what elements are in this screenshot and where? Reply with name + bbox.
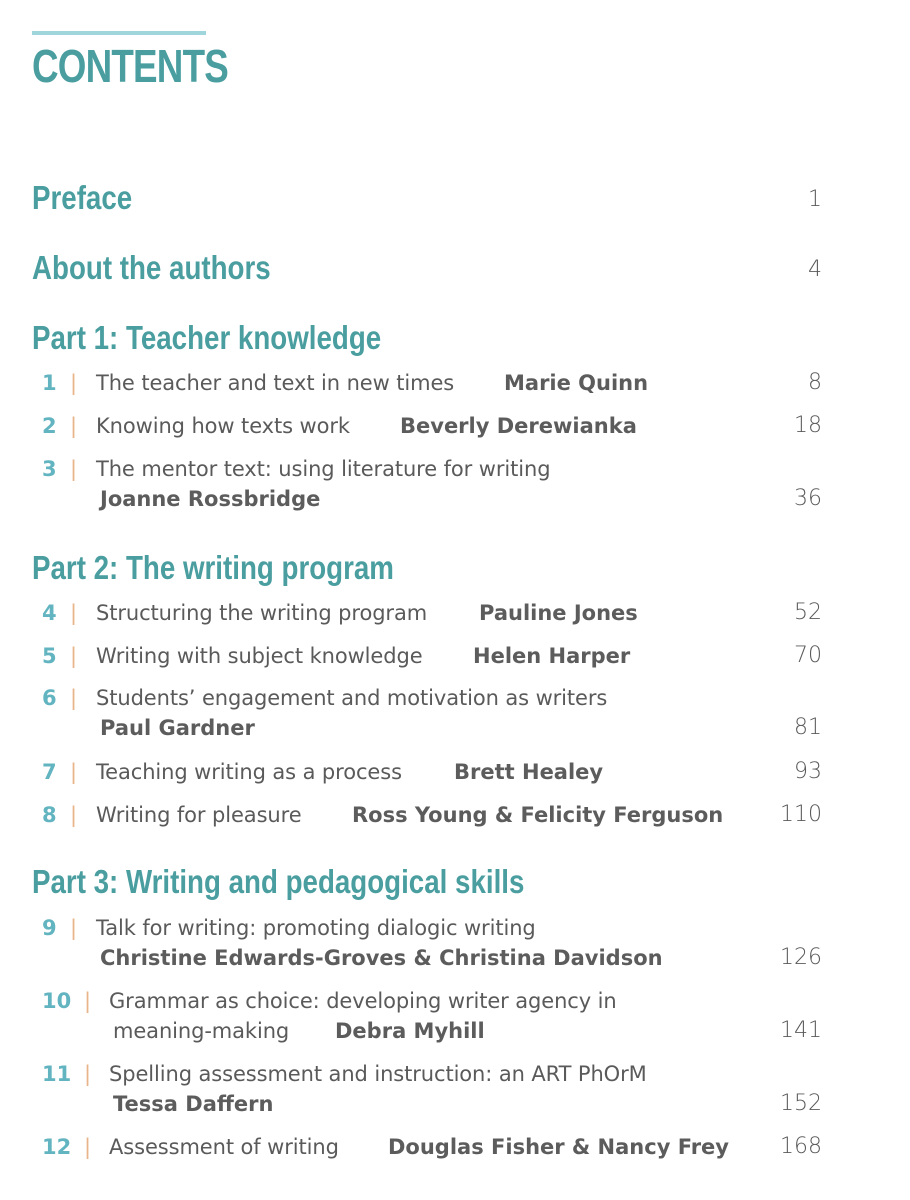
chapter-page: 126 [780, 945, 822, 970]
chapter-author: Douglas Fisher & Nancy Frey [388, 1135, 729, 1159]
chapter-page: 36 [794, 486, 822, 511]
separator: | [70, 916, 78, 940]
chapter-number: 4 [42, 601, 57, 625]
chapter-title: Writing with subject knowledge [96, 644, 423, 668]
chapter-page: 70 [794, 643, 822, 668]
separator: | [70, 457, 78, 481]
chapter-number: 1 [42, 371, 57, 395]
chapter-title: Talk for writing: promoting dialogic writing [96, 916, 536, 940]
toc-about-label[interactable]: About the authors [32, 249, 271, 286]
page-title: CONTENTS [32, 40, 228, 92]
chapter-author: Debra Myhill [335, 1019, 485, 1043]
chapter-number: 6 [42, 686, 57, 710]
separator: | [70, 803, 78, 827]
chapter-page: 8 [808, 370, 822, 395]
chapter-title: The teacher and text in new times [96, 371, 455, 395]
chapter-page: 152 [780, 1091, 822, 1116]
chapter-title: Knowing how texts work [96, 414, 350, 438]
chapter-page: 93 [794, 759, 822, 784]
separator: | [70, 601, 78, 625]
chapter-page: 110 [780, 802, 822, 827]
separator: | [84, 1135, 92, 1159]
toc-preface-label[interactable]: Preface [32, 179, 133, 216]
chapter-number: 2 [42, 414, 57, 438]
chapter-page: 18 [794, 413, 822, 438]
chapter-title: Spelling assessment and instruction: an ART PhOrM [109, 1062, 647, 1086]
separator: | [70, 760, 78, 784]
chapter-number: 12 [42, 1135, 72, 1159]
chapter-number: 9 [42, 916, 57, 940]
separator: | [70, 644, 78, 668]
chapter-number: 3 [42, 457, 57, 481]
chapter-author: Marie Quinn [504, 371, 649, 395]
separator: | [70, 414, 78, 438]
chapter-page: 168 [780, 1134, 822, 1159]
separator: | [84, 1062, 92, 1086]
part-heading-1[interactable]: Part 1: Teacher knowledge [32, 319, 382, 356]
separator: | [84, 989, 92, 1013]
toc-about-page: 4 [808, 257, 822, 282]
part-heading-2[interactable]: Part 2: The writing program [32, 549, 394, 586]
separator: | [70, 686, 78, 710]
chapter-title: Structuring the writing program [96, 601, 428, 625]
chapter-page: 141 [780, 1018, 822, 1043]
chapter-number: 10 [42, 989, 72, 1013]
chapter-author: Helen Harper [473, 644, 631, 668]
chapter-title-continued: meaning-making [113, 1019, 290, 1043]
chapter-author: Paul Gardner [100, 716, 255, 740]
toc-preface-page: 1 [808, 187, 822, 212]
part-heading-3[interactable]: Part 3: Writing and pedagogical skills [32, 863, 525, 900]
chapter-page: 81 [794, 715, 822, 740]
chapter-author: Brett Healey [454, 760, 604, 784]
chapter-page: 52 [794, 600, 822, 625]
separator: | [70, 371, 78, 395]
chapter-author: Joanne Rossbridge [100, 487, 321, 511]
chapter-author: Tessa Daffern [113, 1092, 274, 1116]
chapter-title: Assessment of writing [109, 1135, 339, 1159]
chapter-author: Christine Edwards-Groves & Christina Davidson [100, 946, 663, 970]
chapter-author: Ross Young & Felicity Ferguson [352, 803, 724, 827]
chapter-number: 7 [42, 760, 57, 784]
chapter-title: Grammar as choice: developing writer agency in [109, 989, 617, 1013]
chapter-number: 8 [42, 803, 57, 827]
title-rule [32, 31, 206, 35]
chapter-title: Teaching writing as a process [96, 760, 402, 784]
chapter-title: Writing for pleasure [96, 803, 302, 827]
chapter-number: 11 [42, 1062, 72, 1086]
chapter-author: Beverly Derewianka [400, 414, 637, 438]
chapter-title: Students’ engagement and motivation as writers [96, 686, 608, 710]
chapter-number: 5 [42, 644, 57, 668]
chapter-author: Pauline Jones [479, 601, 638, 625]
chapter-title: The mentor text: using literature for writing [96, 457, 551, 481]
